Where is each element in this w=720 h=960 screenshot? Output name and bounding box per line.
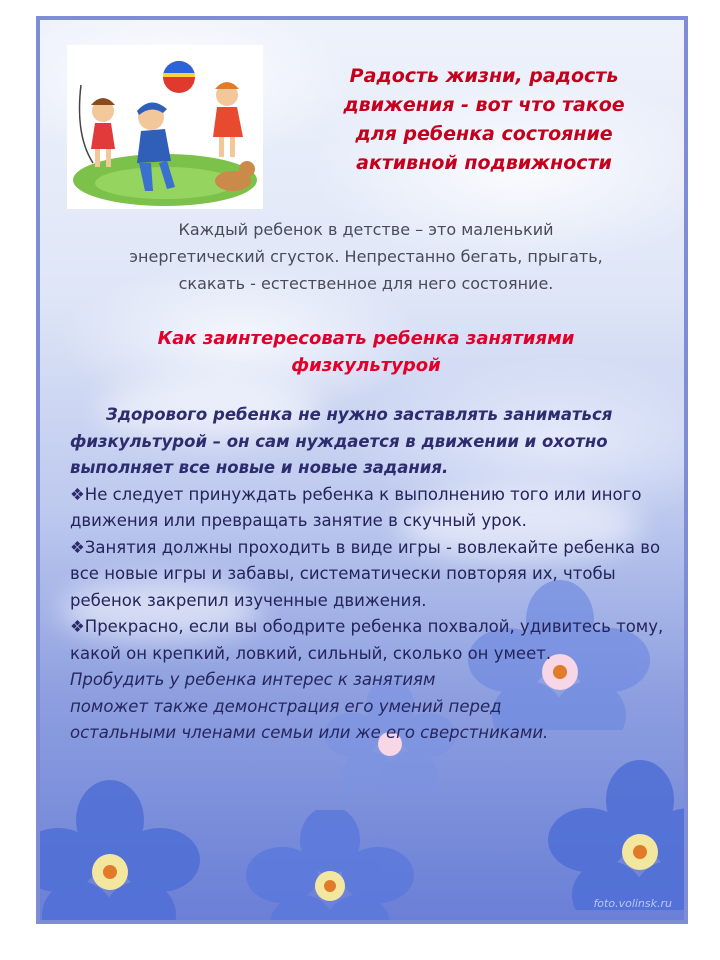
bullet-diamond-icon: ❖ [70,537,85,557]
intro-line: скакать - естественное для него состояние. [178,274,554,293]
advice-body [70,402,680,747]
bullet-diamond-icon: ❖ [70,617,85,636]
forget-me-not-flower [240,810,420,920]
closing-paragraph [70,667,680,747]
headline-line: Радость жизни, радость [349,65,619,87]
intro-paragraph [80,216,652,297]
closing-line: Пробудить у ребенка интерес к занятиям [70,670,436,689]
bullet-diamond-icon: ❖ [70,484,85,504]
headline-line: активной подвижности [356,152,612,174]
closing-line: поможет также демонстрация его умений перед [70,696,502,716]
bullet-text: Не следует принуждать ребенка к выполнению того или иного движения или превращать занятие в скучный урок. [70,484,642,530]
advice-bullet [70,482,680,535]
section-subtitle [80,325,652,379]
headline-line: для ребенка состояние [355,123,613,145]
advice-bullet [70,535,680,615]
children-playing-illustration [67,45,263,209]
bullet-text: Занятия должны проходить в виде игры - вовлекайте ребенка во все новые игры и забавы, систематически повторяя их, чтобы ребенок закрепил изученные движения. [70,537,661,610]
bullet-text: Прекрасно, если вы ободрите ребенка похвалой, удивитесь тому, какой он крепкий, ловкий, сильный, сколько он умеет. [70,617,664,663]
sky-background [40,20,684,920]
intro-line: Каждый ребенок в детстве – это маленький [178,220,554,239]
lead-paragraph: Здорового ребенка не нужно заставлять заниматься физкультурой – он сам нуждается в движении и охотно выполняет все новые и новые задания. [70,405,613,477]
advice-bullet [70,614,680,667]
subtitle-line: физкультурой [291,355,441,376]
subtitle-line: Как заинтересовать ребенка занятиями [157,328,575,349]
headline-line: движения - вот что такое [343,94,625,116]
intro-line: энергетический сгусток. Непрестанно бегать, прыгать, [129,247,603,266]
watermark: foto.volinsk.ru [593,897,672,910]
forget-me-not-flower [40,780,210,920]
closing-line: остальными членами семьи или же его сверстниками. [70,723,549,742]
forget-me-not-flower [540,760,684,910]
page-frame [36,16,688,924]
headline [284,62,684,178]
